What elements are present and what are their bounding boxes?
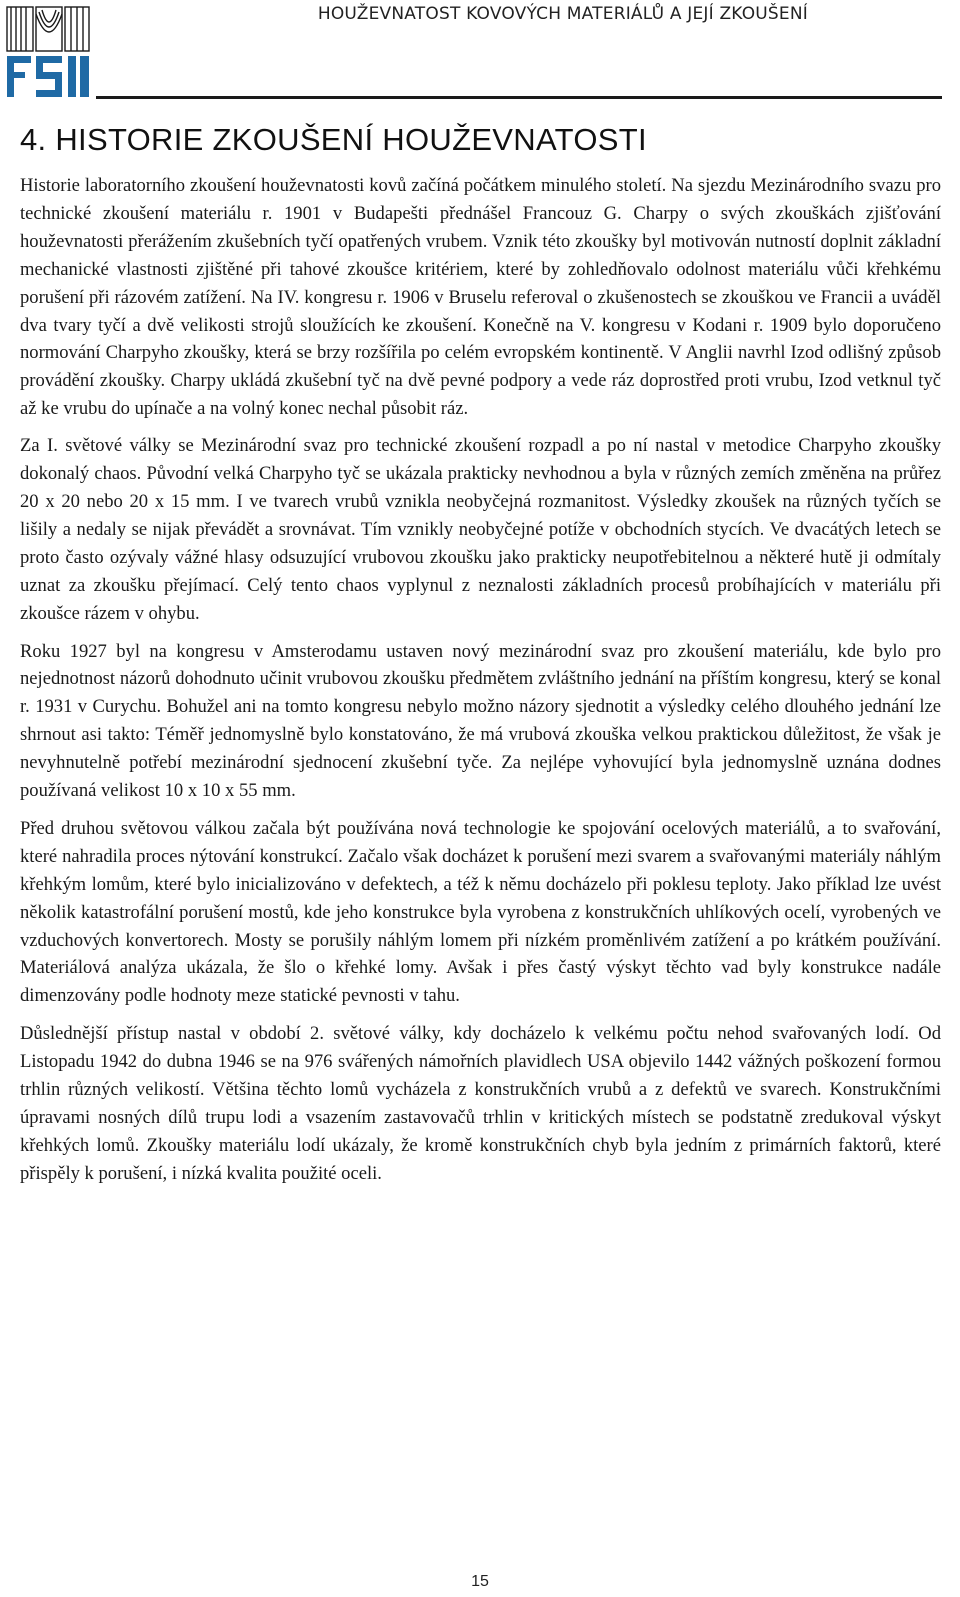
- header-title: HOUŽEVNATOST KOVOVÝCH MATERIÁLŮ A JEJÍ ZKOUŠENÍ: [317, 4, 808, 24]
- paragraph: Historie laboratorního zkoušení houževnatosti kovů začíná počátkem minulého století. Na sjezdu Mezinárodního svazu pro technické zkoušení materiálu r. 1901 v Budapešti přednášel Francouz G. Charpy o svých zkouškách zjišťování houževnatosti přerážením zkušebních tyčí opatřených vrubem. Vznik této zkoušky byl motivován nutností doplnit základní mechanické vlastnosti zjištěné při tahové zkoušce kritériem, které by zohledňovalo odolnost materiálu vůči křehkému porušení při rázovém zatížení. Na IV. kongresu r. 1906 v Bruselu referoval o zkušenostech se zkouškou ve Francii a uváděl dva tvary tyčí a dvě velikosti strojů sloužících ke zkoušení. Konečně na V. kongresu v Kodani r. 1909 bylo doporučeno normování Charpyho zkoušky, která se brzy rozšířila po celém evropském kontinentě. V Anglii navrhl Izod odlišný způsob provádění zkoušky. Charpy ukládá zkušební tyč na dvě pevné podpory a vede ráz doprostřed proti vrubu, Izod vetknul tyč až ke vrubu do upínače a na volný konec nechal působit ráz.: [20, 175, 941, 420]
- page-header: [0, 0, 960, 100]
- header-divider: [96, 96, 942, 99]
- paragraph: Důslednější přístup nastal v období 2. světové války, kdy docházelo k velkému počtu nehod svařovaných lodí. Od Listopadu 1942 do dubna 1946 se na 976 svářených námořních plavidlech USA objevilo 1442 vážných poškození formou trhlin různých velikostí. Většina těchto lomů vycházela z konstrukčních vrubů a z defektů ve svarech. Konstrukčními úpravami nosných dílů trupu lodi a vsazením zastavovačů trhlin v kritických místech se podstatně zredukoval výskyt křehkých lomů. Zkoušky materiálu lodí ukázaly, že kromě konstrukčních chyb byla jedním z primárních faktorů, které přispěly k porušení, i nízká kvalita použité oceli.: [20, 1023, 941, 1184]
- paragraph: Před druhou světovou válkou začala být používána nová technologie ke spojování ocelových materiálů, a to svařování, které nahradila proces nýtování konstrukcí. Začalo však docházet k porušení mezi svarem a svařovanými materiály náhlým křehkým lomům, které bylo inicializováno v defektech, a též k němu docházelo při poklesu teploty. Jako příklad lze uvést několik katastrofální porušení mostů, kde jeho konstrukce byla vyrobena z konstrukčních uhlíkových ocelí, vyrobených ve vzduchových konvertorech. Mosty se porušily náhlým lomem při nízkém proměnlivém zatížení a po krátkém používání. Materiálová analýza ukázala, že šlo o křehké lomy. Avšak i přes častý výskyt těchto vad byly konstrukce nadále dimenzovány podle hodnoty meze statické pevnosti v tahu.: [20, 817, 941, 1007]
- page-heading: 4. HISTORIE ZKOUŠENÍ HOUŽEVNATOSTI: [20, 122, 647, 157]
- document-body: [20, 172, 941, 1188]
- paragraph: Roku 1927 byl na kongresu v Amsterodamu ustaven nový mezinárodní svaz pro zkoušení materiálu, kde bylo pro nejednotnost názorů dohodnuto učinit vrubovou zkoušku předmětem zvláštního jednání na příštím kongresu, který se konal r. 1931 v Curychu. Bohužel ani na tomto kongresu nebylo možno názory sjednotit a výsledky celého dlouhého jednání lze shrnout asi takto: Téměř jednomyslně bylo konstatováno, že má vrubová zkouška velkou praktickou důležitost, že však je nevyhnutelně potřebí mezinárodní sjednocení zkušební tyče. Za nejlépe vyhovující byla jednomyslně uznána dodnes používaná velikost 10 x 10 x 55 mm.: [20, 640, 941, 802]
- fsi-logo-icon: [6, 6, 90, 98]
- page-number: 15: [471, 1573, 489, 1590]
- paragraph: Za I. světové války se Mezinárodní svaz pro technické zkoušení rozpadl a po ní nastal v metodice Charpyho zkoušky dokonalý chaos. Původní velká Charpyho tyč se ukázala prakticky nevhodnou a byla v různých zemích změněna na průřez 20 x 20 nebo 20 x 15 mm. I ve tvarech vrubů vznikla neobyčejná rozmanitost. Výsledky zkoušek na různých tyčích se lišily a nedaly se nijak převádět a srovnávat. Tím vznikly neobyčejné potíže v obchodních stycích. Ve dvacátých letech se proto často ozývaly vážné hlasy odsuzující vrubovou zkoušku jako prakticky neupotřebitelnou a některé hutě ji odmítaly uznat za zkoušku přejímací. Celý tento chaos vyplynul z neznalosti základních procesů probíhajících v materiálu při zkoušce rázem v ohybu.: [20, 435, 941, 624]
